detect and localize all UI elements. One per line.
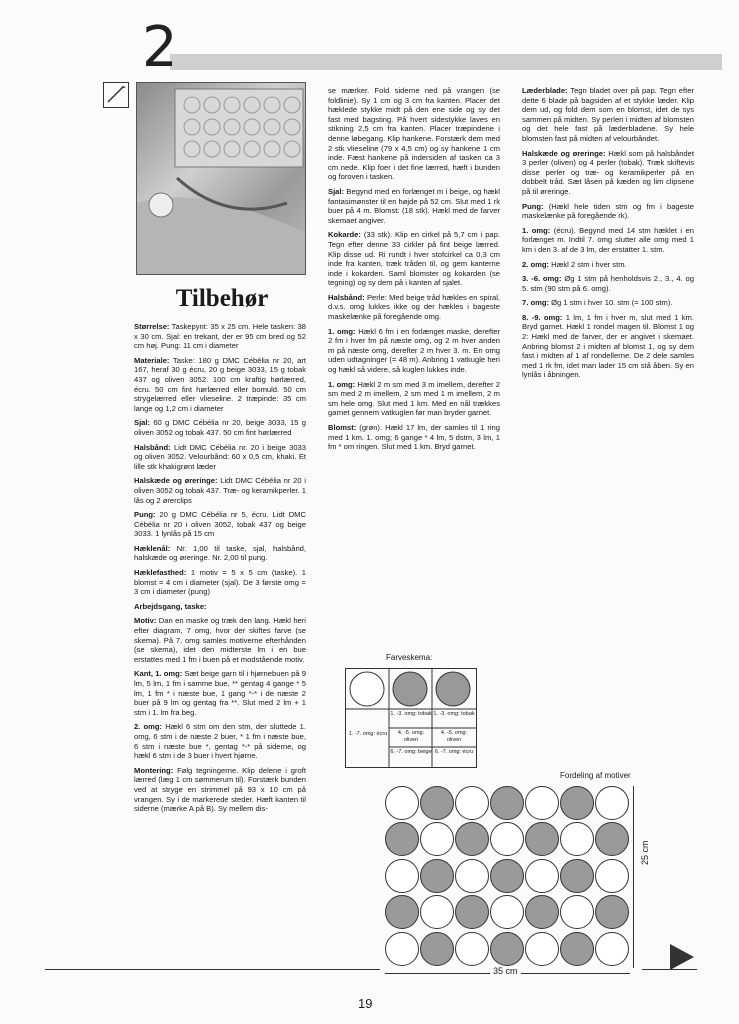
col3-paragraph [522, 274, 694, 293]
paragraph-heading: Pung: [522, 201, 544, 211]
motif-cell [525, 786, 559, 820]
motif-cell [385, 895, 419, 929]
column-2 [328, 86, 500, 457]
schema-col2-r2: 4. -5. omg: oliven [397, 730, 425, 743]
motif-cell [595, 932, 629, 966]
paragraph-heading: Montering: [134, 765, 174, 775]
motif-cell [490, 859, 524, 893]
paragraph-heading: Hæklefasthed: [134, 568, 187, 578]
col3-paragraph [522, 149, 694, 197]
motif-cell [560, 822, 594, 856]
color-schema-table [345, 668, 477, 768]
motif-cell [490, 895, 524, 929]
header-bar [170, 54, 722, 70]
paragraph-heading: Halskæde og øreringe: [522, 148, 606, 158]
page-number: 19 [358, 996, 373, 1011]
motif-cell [455, 932, 489, 966]
paragraph-text: Hækl 2 m sm med 3 m imellem, derefter 2 sm med 2 m imellem, 2 sm med 1 m imellem, 2 m sm hele omg. Slut med 1 km. Med en nål trækkes garnet gennem vatkuglen før man bryder garnet. [328, 379, 500, 418]
color-schema-title: Farveskema: [386, 653, 433, 662]
col2-paragraph [328, 187, 500, 225]
col1-paragraph [134, 568, 306, 597]
motif-cell [560, 932, 594, 966]
paragraph-text: Hækl 6 fm i en forlænget maske, derefter 2 fm i hver fm på næste omg, og 2 m hver anden m på næste omg, derefter 2 m hver 3. m. En omg uden udtagninger (= 48 m). Anbring 1 vatkugle heri og hækl så videre, så kuglen lukkes inde. [328, 326, 500, 375]
motif-cell [420, 859, 454, 893]
paragraph-heading: Pung: [134, 510, 156, 520]
motif-cell [560, 859, 594, 893]
motif-cell [595, 822, 629, 856]
motif-cell [560, 786, 594, 820]
motif-layout-title: Fordeling af motiver [560, 771, 631, 780]
paragraph-heading: 7. omg: [522, 298, 550, 308]
motif-cell [385, 859, 419, 893]
paragraph-text: Hækl 6 stm om den stm, der sluttede 1. omg, 6 stm i de næste 2 buer, * 1 fm i næste bue, 6 stm i næste bue *, gentag *-* på siderne, og hækl 6 stm i de 3 buer i hvert hjørne. [134, 722, 306, 761]
col3-paragraph [522, 226, 694, 255]
motif-cell [385, 786, 419, 820]
paragraph-text: Tegn bladet over på pap. Tegn efter dette 6 blade på bagsiden af et stykke læder. Klip dem ud, og fold dem som en blomst, idet de sys sammen på midten. Sy perlen i midten af blomsten og det hele fast på læderbladene. Sy hele blomsten fast på midten af velourbåndet. [522, 86, 694, 143]
paragraph-heading: 1. omg: [328, 326, 356, 336]
schema-circle-flower2 [436, 672, 470, 706]
paragraph-text: 1 motiv = 5 x 5 cm (taske). 1 blomst = 4 cm i diameter (sjal). De 3 første omg = 3 cm i diameter (pung) [134, 568, 306, 597]
motif-cell [455, 822, 489, 856]
col2-paragraph [328, 86, 500, 182]
paragraph-text: 1 lm, 1 fm i hver m, slut med 1 km. Bryd garnet. Hækl 1 rondel magen til. Blomst 1 og 2: Hækl med de farver, der er angivet i skemaet. Anbring blomst 2 i midten af blomst 1, og sy dem fast i midten af 1 af rondellerne. De 2 dele samles med 1 rk fm, idet man lader 15 cm stå åben. Sy en lynlås i åbningen. [522, 312, 694, 380]
col1-paragraph [134, 616, 306, 664]
col2-paragraph [328, 230, 500, 288]
paragraph-text: (grøn). Hækl 17 lm, der samles til 1 ring med 1 km. 1. omg; 6 gange * 4 lm, 5 dstm, 3 lm, 1 fm * om ringen. Slut med 1 km. Bryd garnet. [328, 423, 500, 452]
motif-cell [385, 822, 419, 856]
motif-cell [490, 822, 524, 856]
col3-paragraph [522, 202, 694, 221]
motif-cell [455, 786, 489, 820]
paragraph-heading: Sjal: [134, 418, 151, 428]
motif-layout-grid [385, 786, 630, 968]
crochet-hook-icon [103, 82, 129, 108]
paragraph-heading: 1. omg: [328, 379, 356, 389]
motif-cell [420, 895, 454, 929]
accessories-photo [136, 82, 306, 275]
motif-cell [525, 859, 559, 893]
col1-paragraph [134, 766, 306, 814]
column-1 [134, 322, 306, 819]
col1-paragraph [134, 510, 306, 539]
motif-cell [490, 786, 524, 820]
paragraph-heading: Kokarde: [328, 230, 361, 240]
motif-cell [560, 895, 594, 929]
paragraph-text: Taske: 180 g DMC Cébélia nr 20, art 167, heraf 30 g écru, 20 g beige 3033, 15 g tobak 437 og oliven 3052. 100 cm kraftig hørlærred, écru. 50 cm fint hørlærred eller bomuld. 50 cm strygelærred eller vlieseline. 2 træpinde: 35 cm lange og 1,2 cm i diameter [134, 355, 306, 413]
paragraph-text: Hækl 2 stm i hver stm. [549, 259, 627, 269]
paragraph-text: Lidt DMC Cébélia nr 20 i oliven 3052 og tobak 437. Træ- og keramikperler. 1 lås og 2 ørerclips [134, 476, 306, 505]
paragraph-text: Sæt beige garn til i hjørnebuen på 9 lm, 5 lm, 1 fm i samme bue, ** gentag 4 gange * 5 lm, 1 fm * i næste bue, 1 gang *-* i de næste 2 buer på 9 lm og gentag fra **. Slut med 2 lm + 1 stm i 1. lm fra beg. [134, 669, 306, 717]
col3-paragraph [522, 298, 694, 308]
paragraph-text: Taskepynt: 35 x 25 cm. Hele tasken: 38 x 30 cm. Sjal: en trekant, der er 95 cm bred og 52 cm høj. Pung: 11 cm i diameter [134, 322, 306, 351]
paragraph-heading: 1. omg: [522, 225, 551, 235]
motif-cell [490, 932, 524, 966]
paragraph-text: Nr. 1,00 til taske, sjal, halsbånd, halskæde og øreringe. Nr. 2,00 til pung. [134, 543, 306, 563]
paragraph-heading: Blomst: [328, 423, 357, 432]
paragraph-heading: Hæklenål: [134, 543, 171, 553]
motif-cell [525, 932, 559, 966]
schema-circle-ecru [350, 672, 384, 706]
paragraph-heading: Læderblade: [522, 86, 568, 95]
paragraph-text: 20 g DMC Cébélia nr 5, écru. Lidt DMC Cébélia nr 20 i oliven 3052, tobak 437 og beige 3033. 1 lynlås på 15 cm [134, 510, 306, 539]
schema-col3-r3: 6. -7. omg: écru [434, 749, 474, 755]
next-page-arrow-icon [670, 944, 694, 970]
schema-circle-flower1 [393, 672, 427, 706]
paragraph-heading: Kant, 1. omg: [134, 669, 183, 679]
paragraph-text: (Hækl hele tiden stm og fm i bageste maskelænke på foregående rk). [522, 201, 694, 221]
chapter-number: 2 [142, 15, 178, 80]
paragraph-heading: 2. omg: [134, 722, 163, 732]
paragraph-text: Øg 1 stm på henholdsvis 2., 3., 4. og 5. stm (90 stm på 6. omg). [522, 274, 694, 293]
width-dimension-label: 35 cm [490, 966, 521, 976]
paragraph-text: Følg tegningerne. Klip delene i groft lærred (læg 1 cm sømmerum til). Forstærk bunden ved at stryge en strimmel på 93 x 10 cm på vrangen. Sy i de markerede steder. Hæft kanten til siderne (mærke A på B). Sy mellem dis- [134, 765, 306, 814]
motif-cell [525, 822, 559, 856]
col3-paragraph [522, 86, 694, 144]
column-3 [522, 86, 694, 385]
motif-cell [420, 932, 454, 966]
page-title: Tilbehør [175, 285, 269, 312]
paragraph-text: Øg 1 stm i hver 10. stm (= 100 stm). [549, 298, 673, 308]
height-dimension-line [633, 786, 634, 968]
schema-col3-r1: 1. -3. omg: tobak [433, 711, 475, 717]
col2-paragraph [328, 423, 500, 452]
col1-paragraph [134, 356, 306, 414]
col1-paragraph [134, 443, 306, 472]
col3-paragraph [522, 313, 694, 380]
paragraph-text: (33 stk). Klip en cirkel på 5,7 cm i pap. Tegn efter denne 33 cirkler på fint beige lærred. Klip disse ud. Ri rundt i hver stofcirkel ca 0,3 cm inde fra kanten, træk tråden til, og gem kanterne inde i kokarden. Saml blomster og kokarden (se tegning) og sy dem på i kanten af sjalet. [328, 230, 500, 288]
col1-paragraph [134, 722, 306, 760]
paragraph-heading: 2. omg: [522, 259, 550, 269]
schema-col2-r1: 1. -3. omg: tobak [390, 711, 432, 717]
paragraph-heading: Materiale: [134, 355, 170, 365]
col2-paragraph [328, 293, 500, 322]
paragraph-heading: Halskæde og øreringe: [134, 476, 218, 486]
motif-cell [455, 859, 489, 893]
paragraph-text: Perle: Med beige tråd hækles en spiral, d.v.s. omg lukkes ikke og der hækles i bageste maskelænke på foregående omg. [328, 292, 500, 322]
motif-cell [595, 859, 629, 893]
motif-cell [420, 822, 454, 856]
col1-paragraph [134, 602, 306, 612]
paragraph-heading: Halsbånd: [328, 292, 365, 302]
paragraph-heading: 8. -9. omg: [522, 312, 563, 322]
col2-paragraph [328, 380, 500, 418]
paragraph-text: se mærker. Fold siderne ned på vrangen (se foldlinie). Sy 1 cm og 3 cm fra kanten. Placer det hæklede stykke midt på den ene side og sy det fast med bagsting. På hvert sidestykke laves en stikning 2,5 cm fra kanten. Placer træpindene i denne løbegang. Klip hankene. Forstærk dem med 2 stk vlieseline (79 x 4,5 cm) og sy hankene 1 cm inde. Fæst hankene på indersiden af tasken ca 3 cm nede. Klip foer i det fine lærred, hæft i bunden og foroven i tasken. [328, 86, 500, 182]
paragraph-heading: Motiv: [134, 616, 157, 626]
paragraph-text: Dan en maske og træk den lang. Hækl heri efter diagram, 7 omg, hvor der skiftes farve (se skema). På 7. omg samles motiverne efterhånden (se skema), idet den midterste lm i en bue erstattes med 1 fm i buen på et modstående motiv. [134, 616, 306, 664]
paragraph-heading: 3. -6. omg: [522, 274, 562, 284]
schema-left-label: 1. -7. omg: écru [348, 731, 388, 737]
motif-cell [595, 786, 629, 820]
col1-paragraph [134, 544, 306, 563]
col3-paragraph [522, 260, 694, 270]
paragraph-heading: Halsbånd: [134, 442, 171, 452]
motif-cell [455, 895, 489, 929]
col2-paragraph [328, 327, 500, 375]
motif-cell [525, 895, 559, 929]
col1-paragraph [134, 476, 306, 505]
schema-col3-r2: 4. -5. omg: oliven [440, 730, 468, 743]
paragraph-heading: Sjal: [328, 186, 345, 196]
height-dimension-label: 25 cm [640, 840, 650, 865]
paragraph-text: Lidt DMC Cébélia nr. 20 i beige 3033 og oliven 3052. Velourbånd: 60 x 0,5 cm, khaki. Et lille stk khakigrønt læder [134, 442, 306, 471]
paragraph-text: Hækl som på halsbåndet 3 perler (oliven) og 4 perler (tobak). Træk skiftevis disse perler og træ- og keramikperler på en dobbelt tråd. Sæt låsen på kæden og lim clipsene på til øreringe. [522, 148, 694, 196]
motif-cell [420, 786, 454, 820]
paragraph-text: Begynd med en forlænget m i beige, og hækl fantasimønster til en højde på 52 cm. Slut med 1 rk buer på 4 m. Blomst: (18 stk). Hækl med de farver skemaet angiver. [328, 186, 500, 225]
paragraph-heading: Arbejdsgang, taske: [134, 601, 207, 611]
paragraph-text: 60 g DMC Cébélia nr 20, beige 3033, 15 g oliven 3052 og tobak 437. 50 cm fint hørlærred [134, 418, 306, 437]
col1-paragraph [134, 418, 306, 437]
col1-paragraph [134, 669, 306, 717]
bottom-rule-left [45, 969, 380, 970]
schema-col2-r3: 6. -7. omg: beige [390, 749, 432, 755]
motif-cell [385, 932, 419, 966]
paragraph-heading: Størrelse: [134, 322, 170, 331]
motif-cell [595, 895, 629, 929]
paragraph-text: (écru). Begynd med 14 stm hæklet i en forlænget m. Indtil 7. omg slutter alle omg med 1 km i den 3. af de 3 lm, der erstatter 1. stm. [522, 225, 694, 254]
col1-paragraph [134, 322, 306, 351]
